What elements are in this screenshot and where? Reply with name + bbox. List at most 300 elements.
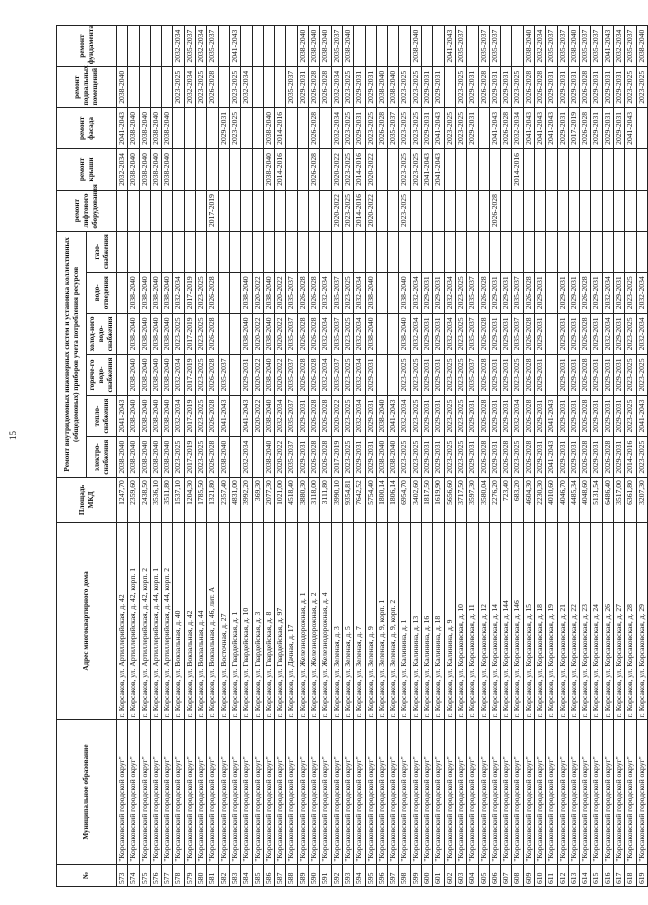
table-cell: 2038-2040 [150,108,161,149]
table-cell: 1537,10 [173,478,184,522]
table-cell [388,149,399,190]
table-cell: 2023-2025 [342,108,353,149]
table-cell: 5754,40 [365,478,376,522]
table-cell: "Корсаковский городской округ" [568,720,579,864]
table-cell: 2029-2031 [297,437,308,478]
table-cell: 2023-2025 [410,67,421,108]
table-row [128,26,139,887]
table-cell: 2029-2031 [557,396,568,437]
table-cell: г. Корсаков, ул. Корсаковская, д. 27 [614,522,625,720]
table-cell: г. Корсаков, ул. Зеленая, д. 5 [342,522,353,720]
table-cell: 2038-2040 [162,272,173,313]
table-cell: "Корсаковский городской округ" [591,720,602,864]
table-cell [376,272,387,313]
table-cell: "Корсаковский городской округ" [534,720,545,864]
table-cell: 593 [342,864,353,886]
table-cell: "Корсаковский городской округ" [241,720,252,864]
table-cell [263,190,274,231]
table-cell [218,149,229,190]
table-cell [218,231,229,272]
header-num: № [57,864,117,886]
table-cell [286,26,297,67]
table-cell: 605 [478,864,489,886]
table-cell: 2029-2031 [534,272,545,313]
table-cell: 2023-2025 [455,396,466,437]
table-cell: 599 [410,864,421,886]
table-cell: 2026-2028 [207,67,218,108]
table-cell [117,190,128,231]
table-cell [478,231,489,272]
table-cell: "Корсаковский городской округ" [196,720,207,864]
table-cell: 607 [501,864,512,886]
table-cell: 2038-2040 [309,26,320,67]
table-cell: 2035-2037 [331,272,342,313]
table-cell: 2029-2031 [354,67,365,108]
table-cell: 2032-2034 [117,149,128,190]
table-cell: 598 [399,864,410,886]
table-cell [625,149,636,190]
table-cell: 2029-2031 [614,396,625,437]
table-cell [455,149,466,190]
table-cell: 3517,00 [614,478,625,522]
table-cell: г. Корсаков, ул. Зеленая, д. 9 [365,522,376,720]
table-cell: "Корсаковский городской округ" [162,720,173,864]
table-cell: 2023-2025 [444,108,455,149]
table-cell: 2023-2025 [625,67,636,108]
table-cell [184,108,195,149]
table-cell: 2023-2025 [342,67,353,108]
table-cell: 2032-2034 [636,272,647,313]
table-cell [376,190,387,231]
table-cell [320,108,331,149]
table-cell: 2035-2037 [467,313,478,354]
table-cell [388,190,399,231]
table-cell [534,149,545,190]
table-cell [229,354,240,395]
table-cell: 2038-2040 [297,26,308,67]
table-cell [252,26,263,67]
table-cell: 2032-2034 [320,313,331,354]
table-cell: 2023-2025 [636,354,647,395]
table-cell [128,231,139,272]
table-cell: г. Корсаков, ул. Корсаковская, д. 144 [501,522,512,720]
table-cell: 613 [568,864,579,886]
table-cell: 2029-2031 [467,67,478,108]
table-cell: 2038-2040 [128,354,139,395]
table-cell: 2029-2031 [591,396,602,437]
table-cell [173,231,184,272]
table-cell: "Корсаковский городской округ" [501,720,512,864]
table-cell: 616 [602,864,613,886]
table-cell [388,26,399,67]
table-cell: 2029-2031 [422,354,433,395]
table-cell: 604 [467,864,478,886]
table-cell: 2038-2040 [128,313,139,354]
table-cell: "Корсаковский городской округ" [263,720,274,864]
table-cell: 2026-2028 [376,108,387,149]
header-cold: холод-ного водо-снабжения [87,313,117,354]
table-cell: 2014-2016 [512,149,523,190]
table-cell [489,149,500,190]
table-cell [173,149,184,190]
table-cell: 2032-2034 [410,272,421,313]
table-row [433,26,444,887]
header-heat: тепло-снабжения [87,396,117,437]
table-cell [252,231,263,272]
table-cell: 2038-2040 [162,313,173,354]
table-cell: 2023-2025 [342,313,353,354]
table-cell: 2038-2040 [365,272,376,313]
table-cell: 2026-2028 [523,313,534,354]
table-cell [252,67,263,108]
table-cell: г. Корсаков, ул. Зеленая, д. 9, корп. 2 [388,522,399,720]
table-cell: 2029-2031 [489,437,500,478]
table-cell: 2029-2031 [568,313,579,354]
table-cell: 2029-2031 [501,272,512,313]
table-cell [229,149,240,190]
table-cell: 2032-2034 [173,354,184,395]
table-cell: 2020-2022 [252,272,263,313]
table-row [320,26,331,887]
table-row [523,26,534,887]
table-row [444,26,455,887]
table-cell: 3880,30 [297,478,308,522]
table-cell: 2026-2028 [309,272,320,313]
table-cell [218,272,229,313]
header-municipality: Муниципальное образование [57,720,117,864]
table-cell: 2038-2040 [150,354,161,395]
table-cell: г. Корсаков, ул. Корсаковская, д. 12 [478,522,489,720]
table-cell: 2023-2025 [342,396,353,437]
table-cell [229,437,240,478]
table-cell: 2029-2031 [433,67,444,108]
table-cell [388,231,399,272]
table-cell [117,272,128,313]
table-cell: 618 [625,864,636,886]
table-cell: г. Корсаков, ул. Зеленая, д. 9, корп. 1 [376,522,387,720]
table-cell: 2041-2043 [546,396,557,437]
table-cell: г. Корсаков, ул. Дачная, д. 17 [286,522,297,720]
table-cell [557,231,568,272]
table-cell: 2038-2040 [263,313,274,354]
table-cell: 585 [252,864,263,886]
table-cell [218,26,229,67]
table-cell: 2035-2037 [331,313,342,354]
table-cell: "Корсаковский городской округ" [117,720,128,864]
table-cell [568,231,579,272]
table-cell: 2038-2040 [128,108,139,149]
table-cell: г. Корсаков, ул. Гвардейская, д. 97 [275,522,286,720]
table-cell [410,231,421,272]
table-cell: 6954,70 [399,478,410,522]
table-row [218,26,229,887]
table-cell: 2029-2031 [568,354,579,395]
table-cell [444,149,455,190]
table-cell: 2035-2037 [512,313,523,354]
table-row [376,26,387,887]
table-cell [478,149,489,190]
table-cell: 2020-2022 [252,396,263,437]
table-cell: 2077,30 [263,478,274,522]
table-cell [162,190,173,231]
table-cell: 2029-2031 [422,313,433,354]
table-cell: 2026-2028 [297,354,308,395]
table-cell: 4046,70 [557,478,568,522]
table-cell [263,67,274,108]
table-row [309,26,320,887]
header-elec: электро-снабжения [87,437,117,478]
table-cell: г. Корсаков, ул. Железнодорожная, д. 1 [297,522,308,720]
table-cell [546,313,557,354]
table-cell: 2035-2037 [455,26,466,67]
table-cell: 2023-2025 [625,272,636,313]
table-cell: 2026-2028 [580,272,591,313]
table-cell [376,313,387,354]
table-cell [252,190,263,231]
table-cell: 611 [546,864,557,886]
table-cell: 2038-2040 [162,437,173,478]
table-cell [173,108,184,149]
table-cell: "Корсаковский городской округ" [365,720,376,864]
table-cell: "Корсаковский городской округ" [150,720,161,864]
table-cell: 2038-2040 [263,354,274,395]
page-number: 15 [8,431,18,440]
table-cell: 2023-2025 [444,354,455,395]
table-cell [376,354,387,395]
table-cell: 2029-2031 [365,354,376,395]
table-cell [614,231,625,272]
table-cell: 2041-2043 [117,108,128,149]
table-cell [229,190,240,231]
table-cell: 2029-2031 [534,437,545,478]
table-cell [591,231,602,272]
table-cell: 2038-2040 [241,272,252,313]
table-cell: 2023-2025 [196,272,207,313]
table-row [388,26,399,887]
header-systems-group: Ремонт внутридомовых инженерных систем и установка коллективных (общедомовых) приборов учета потребления ресурсов [57,231,87,478]
table-cell: 579 [184,864,195,886]
table-row [467,26,478,887]
table-cell: 1247,70 [117,478,128,522]
table-cell: "Корсаковский городской округ" [625,720,636,864]
table-cell: "Корсаковский городской округ" [184,720,195,864]
repair-schedule-table [56,25,648,887]
table-row [591,26,602,887]
table-cell: 2026-2028 [309,313,320,354]
table-cell: 2035-2037 [286,396,297,437]
table-cell: "Корсаковский городской округ" [512,720,523,864]
table-cell: 578 [173,864,184,886]
table-cell: 2038-2040 [410,26,421,67]
table-cell: 2041-2043 [241,396,252,437]
table-cell: 574 [128,864,139,886]
table-cell [207,108,218,149]
table-cell: 2041-2043 [602,26,613,67]
table-cell [229,313,240,354]
table-cell [309,231,320,272]
table-cell: 2023-2025 [196,437,207,478]
table-cell: 2029-2031 [422,396,433,437]
table-cell: 2023-2025 [399,149,410,190]
table-cell [150,26,161,67]
table-cell: 2035-2037 [625,26,636,67]
table-cell: 2026-2028 [580,67,591,108]
table-cell: 2035-2037 [512,272,523,313]
table-cell [196,149,207,190]
table-cell [636,149,647,190]
table-cell: г. Корсаков, ул. Калинина, д. 16 [422,522,433,720]
table-row [229,26,240,887]
table-cell: "Корсаковский городской округ" [489,720,500,864]
table-cell: 2029-2031 [591,272,602,313]
table-cell: г. Корсаков, ул. Вокзальная, д. 40 [173,522,184,720]
table-cell: 2029-2031 [433,354,444,395]
table-cell: 2026-2028 [478,437,489,478]
table-cell: 2023-2025 [636,437,647,478]
table-cell: 2029-2031 [534,313,545,354]
table-cell [286,108,297,149]
table-row [636,26,647,887]
table-cell: 2038-2040 [263,396,274,437]
table-cell: 2041-2043 [534,108,545,149]
table-cell: 612 [557,864,568,886]
table-cell: 1204,30 [184,478,195,522]
table-cell: "Корсаковский городской округ" [320,720,331,864]
table-cell: 3536,10 [150,478,161,522]
table-cell [218,67,229,108]
table-cell: 2023-2025 [196,67,207,108]
table-cell: 2038-2040 [376,67,387,108]
table-cell [512,231,523,272]
table-cell: 2014-2016 [625,437,636,478]
table-cell [252,149,263,190]
table-cell: 2026-2028 [309,354,320,395]
table-cell: 2029-2031 [568,67,579,108]
table-cell: г. Корсаков, ул. Вокзальная, д. 42 [184,522,195,720]
table-cell: г. Корсаков, ул. Калинина, д. 13 [410,522,421,720]
table-cell: "Корсаковский городской округ" [309,720,320,864]
table-cell: г. Корсаков, ул. Артиллерийская, д. 44, корп. 1 [150,522,161,720]
table-cell: 575 [139,864,150,886]
table-cell [580,190,591,231]
table-cell [557,190,568,231]
table-cell: 2026-2028 [523,67,534,108]
header-hot: горяче-го водо-снабжения [87,354,117,395]
table-cell: 2023-2025 [342,354,353,395]
table-cell [512,190,523,231]
table-cell: 587 [275,864,286,886]
table-cell [309,190,320,231]
table-cell: 2029-2031 [614,354,625,395]
table-cell: 2029-2031 [557,108,568,149]
table-cell: 2023-2025 [229,108,240,149]
table-cell: 2038-2040 [263,437,274,478]
table-cell: 2035-2037 [331,354,342,395]
table-cell [196,108,207,149]
table-cell [591,190,602,231]
table-cell: 2020-2022 [275,313,286,354]
table-cell: 2020-2022 [365,190,376,231]
table-cell: 2029-2031 [591,354,602,395]
table-cell: 2026-2028 [602,437,613,478]
table-cell: 2038-2040 [139,354,150,395]
table-cell: 2032-2034 [331,67,342,108]
table-cell [602,231,613,272]
table-cell: 2020-2022 [275,437,286,478]
table-cell [501,231,512,272]
table-cell: 596 [376,864,387,886]
table-cell [455,190,466,231]
table-cell: г. Корсаков, ул. Корсаковская, д. 10 [455,522,466,720]
table-cell: 2023-2025 [636,67,647,108]
table-cell: 2041-2043 [433,149,444,190]
table-cell: г. Корсаков, ул. Корсаковская, д. 26 [602,522,613,720]
table-cell: 582 [218,864,229,886]
table-cell [139,190,150,231]
table-cell: 2041-2043 [117,396,128,437]
table-cell [286,149,297,190]
table-cell: 2038-2040 [128,437,139,478]
table-cell: 2020-2022 [331,396,342,437]
table-cell: г. Корсаков, ул. Артиллерийская, д. 42, корп. 2 [139,522,150,720]
table-cell: 606 [489,864,500,886]
table-cell: 2032-2034 [354,313,365,354]
table-cell: 595 [365,864,376,886]
table-cell: 2029-2031 [591,437,602,478]
table-cell [399,26,410,67]
table-cell: г. Корсаков, ул. Вокзальная, д. 44 [196,522,207,720]
table-cell: "Корсаковский городской округ" [410,720,421,864]
table-cell: г. Корсаков, ул. Корсаковская, д. 22 [568,522,579,720]
table-cell: г. Корсаков, ул. Артиллерийская, д. 44, корп. 2 [162,522,173,720]
table-cell: 2026-2028 [489,190,500,231]
table-cell: 2020-2022 [331,190,342,231]
table-cell: "Корсаковский городской округ" [455,720,466,864]
table-cell: г. Корсаков, ул. Корсаковская, д. 146 [512,522,523,720]
table-cell: 2026-2028 [501,108,512,149]
table-cell: 2038-2040 [150,272,161,313]
table-cell: 3118,00 [309,478,320,522]
table-cell: 2032-2034 [410,313,421,354]
table-cell [263,26,274,67]
table-cell [320,190,331,231]
table-cell [546,272,557,313]
table-cell: 1800,14 [376,478,387,522]
table-cell: 2029-2031 [557,272,568,313]
table-cell: 2026-2028 [580,313,591,354]
table-cell: 617 [614,864,625,886]
table-cell: 2017-2019 [207,190,218,231]
table-cell: 1806,14 [388,478,399,522]
table-cell: 2357,40 [218,478,229,522]
table-cell [241,149,252,190]
table-cell: 1021,00 [275,478,286,522]
table-cell [467,149,478,190]
table-cell: 2035-2037 [388,108,399,149]
table-cell: г. Корсаков, ул. Корсаковская, д. 23 [580,522,591,720]
table-cell: 2023-2025 [455,272,466,313]
table-cell: 2041-2043 [546,108,557,149]
table-cell: 7642,52 [354,478,365,522]
table-cell [614,149,625,190]
table-cell: 2026-2028 [309,396,320,437]
table-cell: 2023-2025 [173,67,184,108]
table-row [162,26,173,887]
table-row [252,26,263,887]
table-cell: 2029-2031 [218,108,229,149]
table-row [275,26,286,887]
table-row [534,26,545,887]
